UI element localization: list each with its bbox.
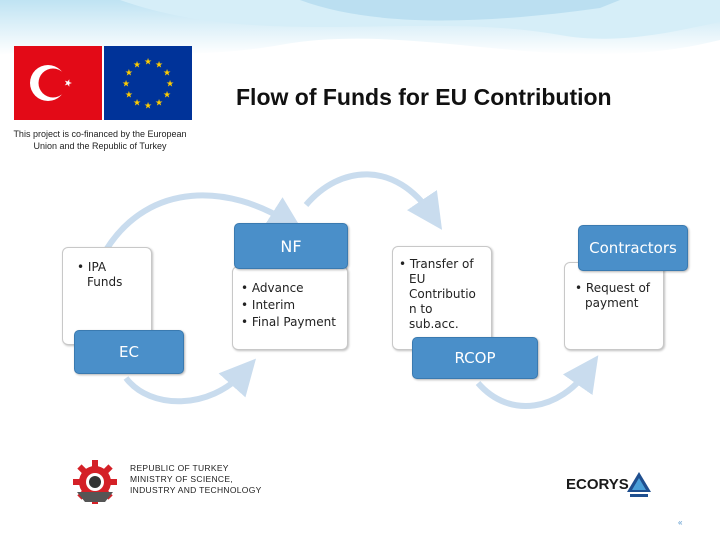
ministry-line-1: REPUBLIC OF TURKEY [130,463,229,473]
request-bullet-text: Request of payment [585,281,651,310]
request-bullets [575,281,659,311]
request-bullet-1: • Request of payment [575,281,651,310]
eu-star-icon: ★ [154,60,164,71]
ipa-bullet-text: IPA Funds [87,260,123,289]
nf-bullet-3: • Final Payment [241,315,336,329]
ipa-bullets [77,260,143,290]
ministry-name [130,463,262,496]
nf-bullet-2: • Interim [241,298,296,312]
transfer-bullet-1: • Transfer of EU Contributio n to sub.acc. [399,257,476,331]
nf-payments-box [232,266,348,350]
eu-star-icon: ★ [163,90,172,101]
ec-node: EC [74,330,184,374]
arrow-nf-to-rcop [306,174,432,215]
eu-star-icon: ★ [165,79,175,90]
nf-node: NF [234,223,348,269]
transfer-bullet-text: Transfer of EU Contributio n to sub.acc. [409,257,476,331]
ecorys-triangle-logo-icon [626,470,652,498]
transfer-bullets [399,257,479,332]
nf-bullet-interim: Interim [251,298,296,312]
arrow-ec-bottom [126,372,244,401]
eu-star-icon: ★ [154,98,164,109]
nf-bullets [241,281,341,330]
nf-bullet-1: • Advance [241,281,304,295]
cofinance-line-2: Union and the Republic of Turkey [33,141,167,151]
eu-star-icon: ★ [163,68,172,79]
eu-star-icon: ★ [124,90,133,101]
ecorys-logo-text: ECORYS [566,476,629,493]
eu-star-icon: ★ [143,57,153,68]
nf-bullet-advance: Advance [251,281,304,295]
nf-bullet-final: Final Payment [251,315,336,329]
ministry-line-2: MINISTRY OF SCIENCE, [130,474,233,484]
rcop-node: RCOP [412,337,538,379]
contractors-node: Contractors [578,225,688,271]
eu-star-icon: ★ [132,98,142,109]
eu-star-icon: ★ [121,79,131,90]
ministry-gear-logo-icon [70,458,120,506]
ipa-bullet-1: • IPA Funds [77,260,123,289]
eu-star-icon: ★ [143,101,153,112]
cofinance-line-1: This project is co-financed by the European [13,129,187,139]
eu-star-icon: ★ [132,60,142,71]
ministry-line-3: INDUSTRY AND TECHNOLOGY [130,485,262,495]
eu-star-icon: ★ [124,68,133,79]
request-box [564,262,664,350]
page-number: « [678,518,683,527]
page-title: Flow of Funds for EU Contribution [236,84,612,110]
transfer-box [392,246,492,350]
